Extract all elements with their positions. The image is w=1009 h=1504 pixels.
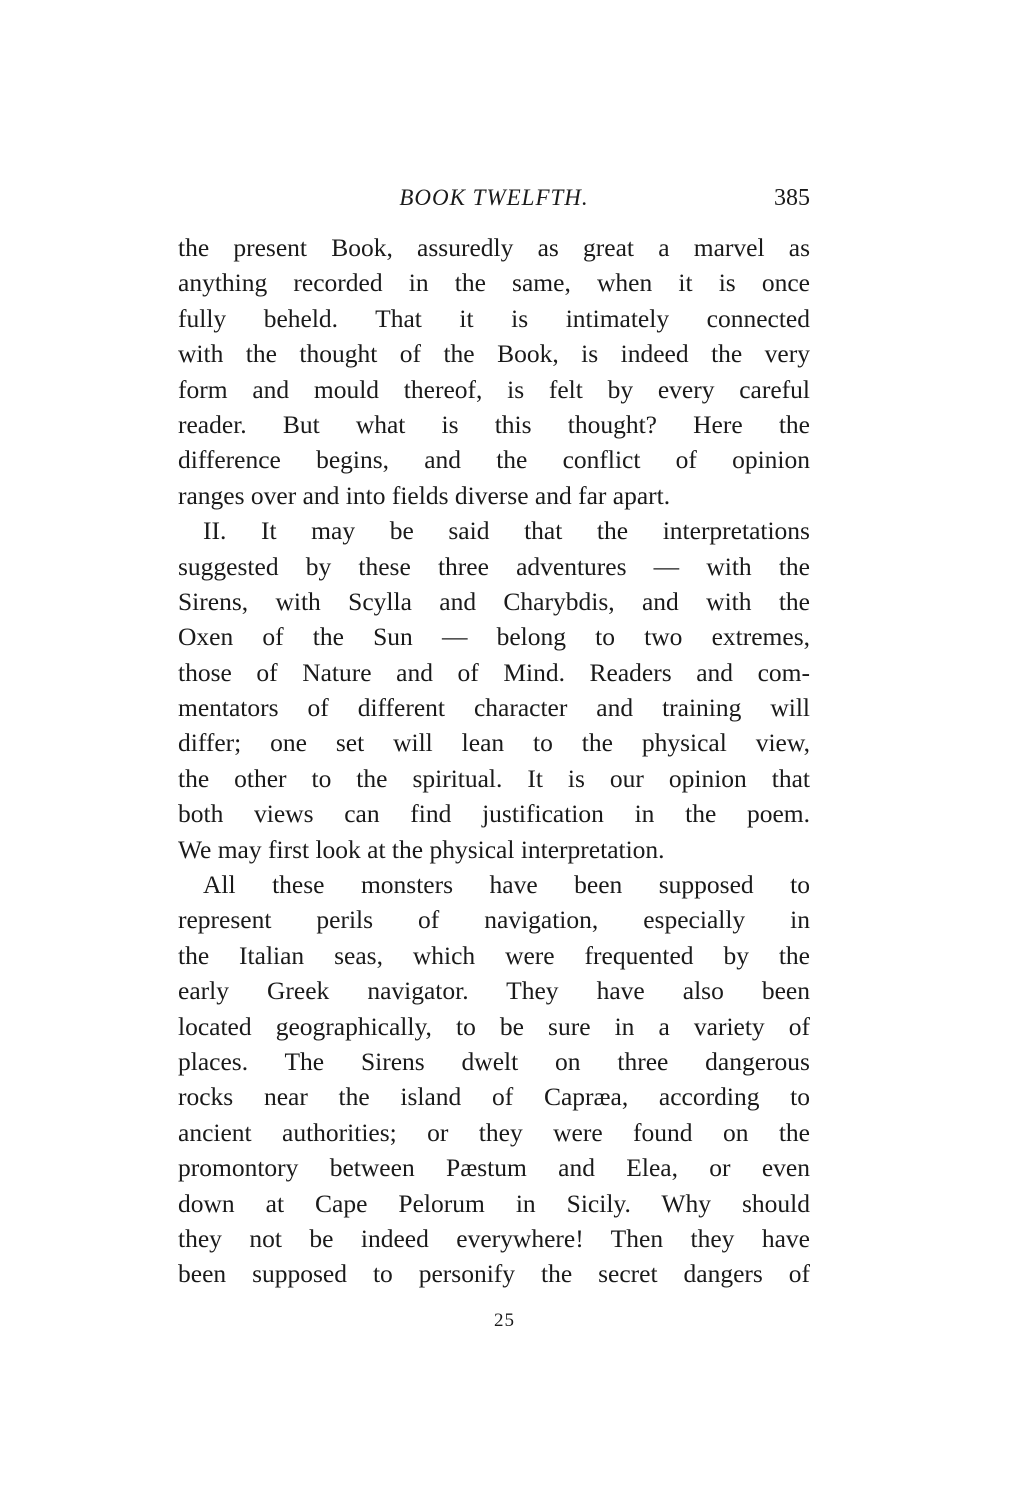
text-line: fully beheld. That it is intimately connected: [178, 303, 810, 333]
text-line: been supposed to personify the secret dangers of: [178, 1259, 810, 1289]
text-line: reader. But what is this thought? Here the: [178, 409, 810, 439]
text-line: difference begins, and the conflict of opinion: [178, 445, 810, 475]
text-line: ranges over and into fields diverse and far apart.: [178, 480, 671, 510]
text-line: the Italian seas, which were frequented by the: [178, 940, 810, 970]
text-line: Sirens, with Scylla and Charybdis, and with the: [178, 586, 810, 616]
text-line: ancient authorities; or they were found on the: [178, 1117, 810, 1147]
paragraph-start-line: II. It may be said that the interpretations: [203, 516, 810, 546]
text-line: both views can find justification in the poem.: [178, 799, 810, 829]
text-line: the other to the spiritual. It is our opinion that: [178, 763, 810, 793]
running-title: BOOK TWELFTH.: [399, 185, 589, 210]
page-header: [178, 178, 810, 218]
text-line: differ; one set will lean to the physical view,: [178, 728, 810, 758]
text-line: the present Book, assuredly as great a marvel as: [178, 233, 810, 262]
text-line: early Greek navigator. They have also been: [178, 976, 810, 1006]
text-line: represent perils of navigation, especially in: [178, 905, 810, 935]
text-line: rocks near the island of Capræa, according to: [178, 1082, 810, 1112]
text-line: anything recorded in the same, when it is once: [178, 268, 810, 298]
text-line: suggested by these three adventures — with the: [178, 551, 810, 581]
text-line: with the thought of the Book, is indeed the very: [178, 339, 810, 369]
paragraph-start-line: All these monsters have been supposed to: [203, 870, 810, 900]
text-line: located geographically, to be sure in a variety of: [178, 1011, 810, 1041]
text-line: form and mould thereof, is felt by every careful: [178, 374, 810, 404]
text-line: Oxen of the Sun — belong to two extremes,: [178, 622, 810, 652]
signature-mark: 25: [494, 1310, 515, 1331]
text-line: down at Cape Pelorum in Sicily. Why should: [178, 1188, 810, 1218]
body-text: [178, 230, 810, 1292]
text-line: places. The Sirens dwelt on three dangerous: [178, 1046, 810, 1076]
text-line: We may first look at the physical interpretation.: [178, 834, 665, 864]
page-number: 385: [774, 185, 810, 211]
text-line: mentators of different character and training will: [178, 693, 810, 723]
text-line: they not be indeed everywhere! Then they have: [178, 1223, 810, 1253]
text-line: promontory between Pæstum and Elea, or even: [178, 1153, 810, 1183]
text-line: those of Nature and of Mind. Readers and com-: [178, 657, 810, 687]
